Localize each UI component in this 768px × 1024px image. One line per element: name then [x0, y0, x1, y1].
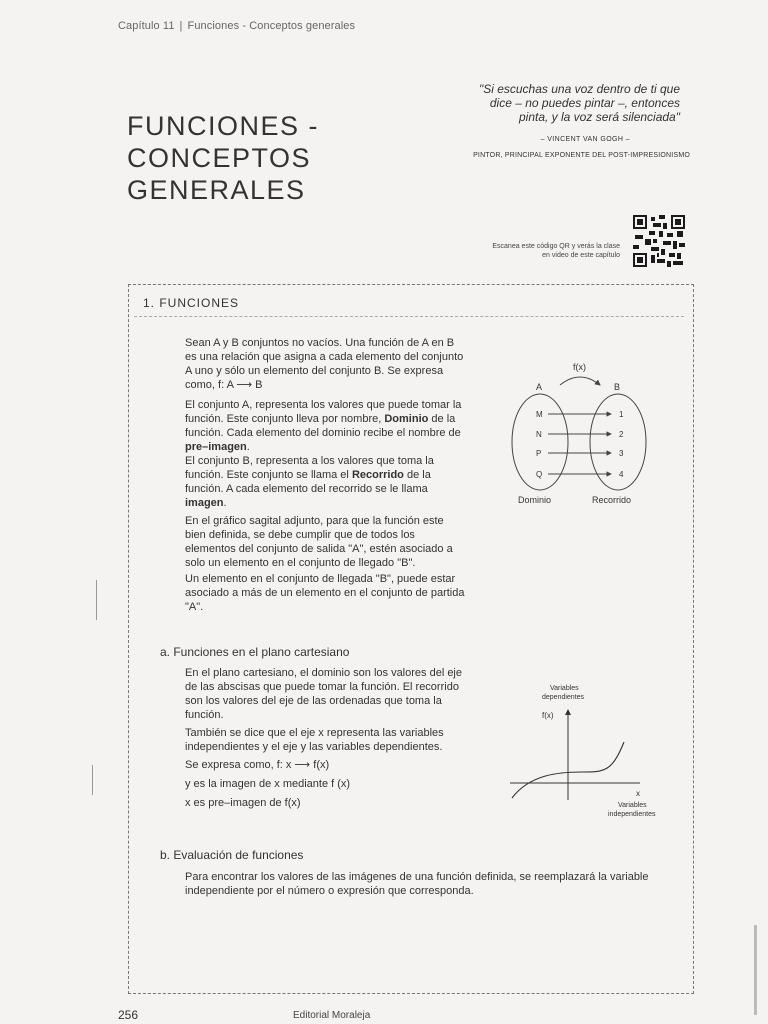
range-label: Recorrido	[592, 495, 632, 505]
paragraph-preimage: x es pre–imagen de f(x)	[185, 797, 301, 809]
cartesian-graph	[500, 680, 680, 822]
y-axis-label: f(x)	[542, 711, 554, 720]
paragraph-expression: Se expresa como, f: x ⟶ f(x)	[185, 759, 330, 771]
paragraph-domain-text: El conjunto A, representa los valores que puede tomar la función. Este conjunto lleva por nombre,	[185, 399, 462, 425]
range-item: 1	[619, 410, 624, 419]
paragraph-image: y es la imagen de x mediante f (x)	[185, 778, 351, 790]
y-axis-caption-2: dependientes	[542, 694, 585, 701]
publisher-name: Editorial Moraleja	[293, 1010, 371, 1021]
epigraph-quote: "Si escuchas una voz dentro de ti que dice – no puedes pintar –, entonces pinta, y la voz será silenciada"	[478, 82, 680, 124]
subsection-heading-a: a. Funciones en el plano cartesiano	[160, 645, 350, 659]
term-dominio: Dominio	[384, 413, 429, 425]
range-item: 2	[619, 430, 624, 439]
paragraph-range-end: .	[223, 497, 227, 509]
sagittal-diagram	[500, 355, 660, 510]
running-header	[118, 20, 355, 32]
section-heading: 1. FUNCIONES	[143, 296, 240, 310]
domain-label: Dominio	[518, 495, 552, 505]
page-number: 256	[118, 1008, 139, 1022]
section-divider	[134, 316, 684, 317]
domain-item: Q	[536, 470, 543, 479]
diagram-fx-label: f(x)	[573, 362, 586, 372]
diagram-set-b-label: B	[614, 382, 621, 392]
y-axis-caption-1: Variables	[550, 685, 579, 692]
title-line-3: GENERALES	[127, 175, 306, 205]
scan-edge-shadow	[754, 925, 757, 1015]
domain-item: M	[536, 410, 543, 419]
subsection-heading-b: b. Evaluación de funciones	[160, 848, 304, 862]
title-line-2: CONCEPTOS	[127, 143, 312, 173]
scan-mark	[92, 765, 93, 795]
quote-author: – VINCENT VAN GOGH –	[540, 136, 630, 143]
x-axis-caption-2: independientes	[608, 811, 656, 818]
paragraph-range-text: El conjunto B, representa a los valores que toma la función. Este conjunto se llama el	[185, 455, 434, 481]
paragraph-variables: También se dice que el eje x representa las variables independientes y el eje y las variables dependientes.	[185, 727, 444, 753]
x-axis-caption-1: Variables	[618, 802, 647, 809]
range-item: 3	[619, 449, 624, 458]
diagram-function-arrow	[560, 377, 600, 385]
header-separator: |	[179, 20, 183, 32]
chapter-topic: Funciones - Conceptos generales	[187, 20, 356, 32]
paragraph-evaluation: Para encontrar los valores de las imágenes de una función definida, se reemplazará la variable independiente por el número o expresión que corresponda.	[185, 871, 649, 897]
diagram-set-a-label: A	[536, 382, 543, 392]
chapter-label: Capítulo 11	[118, 20, 175, 32]
paragraph-domain	[185, 398, 467, 454]
term-recorrido: Recorrido	[351, 469, 404, 481]
x-axis-label: x	[636, 789, 640, 798]
qr-caption: Escanea este código QR y verás la clase en video de este capítulo	[492, 243, 620, 259]
page-title	[127, 110, 319, 206]
title-line-1: FUNCIONES -	[127, 111, 319, 141]
range-item: 4	[619, 470, 624, 479]
qr-code-icon[interactable]	[633, 215, 685, 267]
paragraph-definition: Sean A y B conjuntos no vacíos. Una función de A en B es una relación que asigna a cada elemento del conjunto A uno y sólo un elemento del conjunto B. Se expresa como, f: A ⟶ B	[185, 337, 464, 391]
domain-item: N	[536, 430, 542, 439]
paragraph-range-text-2: de la función. A cada elemento del recorrido se le llama	[185, 469, 431, 495]
set-b-ellipse	[590, 394, 646, 490]
paragraph-domain-text-2: de la función. Cada elemento del dominio recibe el nombre de	[185, 413, 461, 439]
paragraph-arrival-set: Un elemento en el conjunto de llegada "B", puede estar asociado a más de un elemento en el conjunto de partida "A".	[185, 573, 465, 613]
scan-mark	[96, 580, 97, 620]
term-preimagen: pre–imagen	[185, 441, 247, 453]
paragraph-sagittal: En el gráfico sagital adjunto, para que la función este bien definida, se debe cumplir que de todos los elementos del conjunto de salida "A", estén asociado a solo un elemento en el conjunto de llegado "B".	[185, 515, 453, 569]
domain-item: P	[536, 449, 542, 458]
term-imagen: imagen	[185, 497, 224, 509]
paragraph-cartesian: En el plano cartesiano, el dominio son los valores del eje de las abscisas que puede tomar la función. El recorrido son los valores del eje de las ordenadas que toma la función.	[185, 667, 462, 721]
paragraph-range	[185, 454, 467, 510]
paragraph-domain-end: .	[246, 441, 250, 453]
quote-author-role: PINTOR, PRINCIPAL EXPONENTE DEL POST-IMPRESIONISMO	[473, 152, 690, 159]
